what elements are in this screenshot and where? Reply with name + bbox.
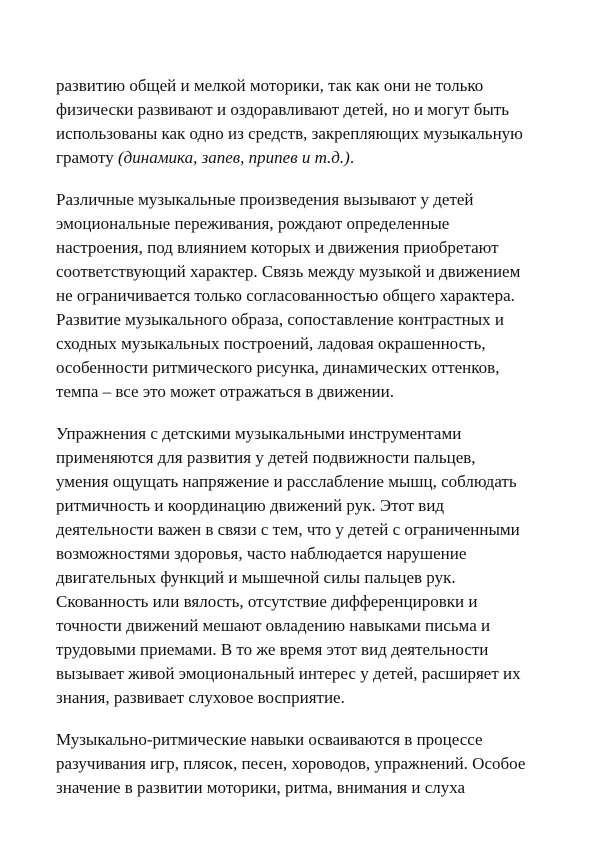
text-segment: грамоту <box>56 148 119 167</box>
text-line: ритмичность и координацию движений рук. Этот вид <box>56 496 445 515</box>
text-line: разучивания игр, плясок, песен, хороводов, упражнений. Особое <box>56 754 526 773</box>
paragraph-1 <box>56 74 556 170</box>
text-line: темпа – все это может отражаться в движении. <box>56 382 394 401</box>
text-line: применяются для развития у детей подвижности пальцев, <box>56 448 476 467</box>
text-segment: . <box>349 148 355 167</box>
text-line: значение в развитии моторики, ритма, внимания и слуха <box>56 778 466 797</box>
text-line: использованы как одно из средств, закрепляющих музыкальную <box>56 124 523 143</box>
document-body <box>56 74 556 818</box>
text-line: трудовыми приемами. В то же время этот вид деятельности <box>56 640 489 659</box>
text-line: умения ощущать напряжение и расслабление мышц, соблюдать <box>56 472 517 491</box>
text-line: вызывает живой эмоциональный интерес у детей, расширяет их <box>56 664 521 683</box>
italic-text-segment: (динамика, запев, припев и т.д.) <box>118 148 350 167</box>
text-line: знания, развивает слуховое восприятие. <box>56 688 345 707</box>
paragraph-2 <box>56 188 556 404</box>
text-line: физически развивают и оздоравливают детей, но и могут быть <box>56 100 509 119</box>
text-line: соответствующий характер. Связь между музыкой и движением <box>56 262 521 281</box>
paragraph-4 <box>56 728 556 800</box>
text-line: не ограничивается только согласованностью общего характера. <box>56 286 515 305</box>
text-line: Различные музыкальные произведения вызывают у детей <box>56 190 474 209</box>
text-line: особенности ритмического рисунка, динамических оттенков, <box>56 358 500 377</box>
text-line: развитию общей и мелкой моторики, так как они не только <box>56 76 484 95</box>
text-line: Упражнения с детскими музыкальными инструментами <box>56 424 462 443</box>
text-line: двигательных функций и мышечной силы пальцев рук. <box>56 568 456 587</box>
text-line: настроения, под влиянием которых и движения приобретают <box>56 238 499 257</box>
paragraph-3 <box>56 422 556 710</box>
text-line: деятельности важен в связи с тем, что у детей с ограниченными <box>56 520 520 539</box>
text-line: Музыкально-ритмические навыки осваиваются в процессе <box>56 730 483 749</box>
text-line: точности движений мешают овладению навыками письма и <box>56 616 491 635</box>
text-line: Развитие музыкального образа, сопоставление контрастных и <box>56 310 504 329</box>
text-line: Скованность или вялость, отсутствие дифференцировки и <box>56 592 478 611</box>
text-line: эмоциональные переживания, рождают определенные <box>56 214 450 233</box>
text-line: сходных музыкальных построений, ладовая окрашенность, <box>56 334 486 353</box>
text-line: возможностями здоровья, часто наблюдается нарушение <box>56 544 467 563</box>
text-line-mixed <box>56 146 556 170</box>
